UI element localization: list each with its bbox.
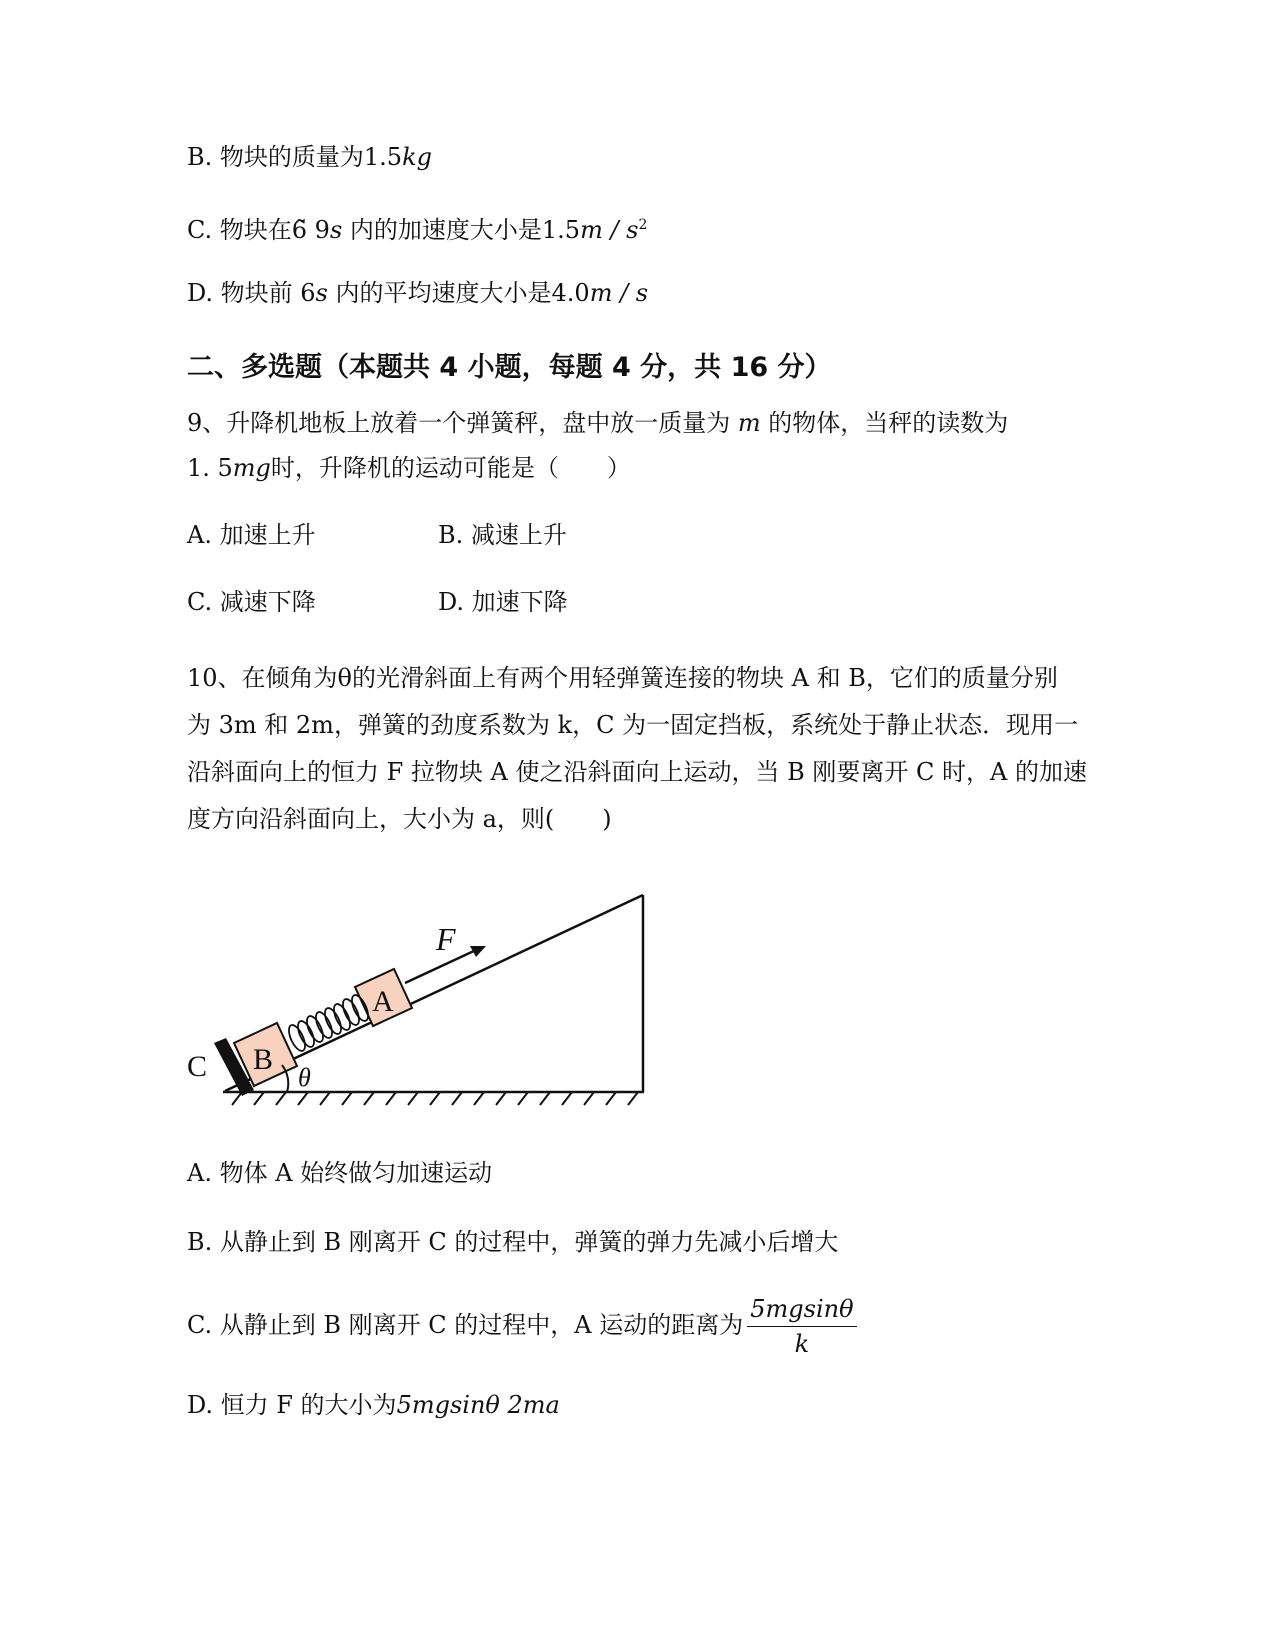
q8-option-b: B. 物块的质量为1.5kg bbox=[187, 143, 432, 171]
q9-option-a: A. 加速上升 bbox=[187, 521, 316, 549]
q10-option-c: C. 从静止到 B 刚离开 C 的过程中，A 运动的距离为 $\frac{5mgsin\theta}{k}$ bbox=[187, 1294, 857, 1359]
q9-stem-line-2: 1. 5mg时，升降机的运动可能是（ ） bbox=[187, 454, 631, 482]
q9-option-c: C. 减速下降 bbox=[187, 588, 316, 616]
section-heading: 二、多选题（本题共 4 小题，每题 4 分，共 16 分） bbox=[187, 352, 832, 383]
block-b-label: B bbox=[253, 1043, 274, 1076]
q10-option-d: D. 恒力 F 的大小为5mgsinθ 2ma bbox=[187, 1391, 560, 1419]
block-a-label: A bbox=[372, 985, 394, 1018]
q10-stem-line-1: 10、在倾角为θ的光滑斜面上有两个用轻弹簧连接的物块 A 和 B，它们的质量分别 bbox=[187, 664, 1058, 692]
wall-c-label: C bbox=[187, 1050, 208, 1083]
q9-stem-line-1: 9、升降机地板上放着一个弹簧秤，盘中放一质量为 m 的物体，当秤的读数为 bbox=[187, 409, 1009, 437]
q10-stem-line-2: 为 3m 和 2m，弹簧的劲度系数为 k，C 为一固定挡板，系统处于静止状态．现用一 bbox=[187, 711, 1079, 739]
q8-option-c: C. 物块在6̃ 9s 内的加速度大小是$1.5m / s^2$ bbox=[187, 216, 648, 244]
distance-fraction: $\frac{5mgsin\theta}{k}$ bbox=[747, 1294, 856, 1359]
angle-label: θ bbox=[298, 1063, 311, 1092]
q8-option-d: D. 物块前 6s 内的平均速度大小是4.0m / s bbox=[187, 279, 649, 307]
q10-option-a: A. 物体 A 始终做匀加速运动 bbox=[187, 1159, 493, 1187]
q10-stem-line-3: 沿斜面向上的恒力 F 拉物块 A 使之沿斜面向上运动，当 B 刚要离开 C 时，A 的加速 bbox=[187, 758, 1087, 786]
q9-option-d: D. 加速下降 bbox=[438, 588, 568, 616]
q10-option-b: B. 从静止到 B 刚离开 C 的过程中，弹簧的弹力先减小后增大 bbox=[187, 1228, 839, 1256]
ground-hatching bbox=[232, 1092, 638, 1105]
force-label: F bbox=[436, 921, 456, 957]
q9-option-b: B. 减速上升 bbox=[438, 521, 567, 549]
q10-stem-line-4: 度方向沿斜面向上，大小为 a，则( ) bbox=[187, 805, 612, 833]
spring bbox=[286, 993, 372, 1053]
